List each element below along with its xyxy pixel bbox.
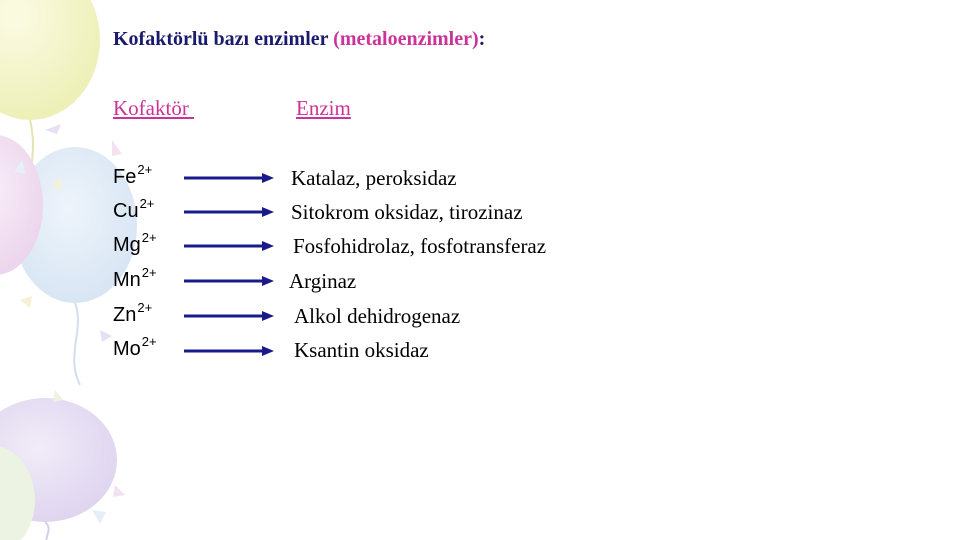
title-colon: : bbox=[478, 28, 486, 50]
ion-symbol: Cu bbox=[113, 200, 139, 222]
ion-charge: 2+ bbox=[137, 162, 153, 177]
enzyme-mg: Fosfohidrolaz, fosfotransferaz bbox=[293, 234, 547, 258]
arrow-icon bbox=[184, 310, 274, 322]
ion-charge: 2+ bbox=[141, 334, 157, 349]
ion-symbol: Fe bbox=[113, 166, 137, 188]
arrow-icon bbox=[184, 206, 274, 218]
ion-charge: 2+ bbox=[139, 196, 155, 211]
ion-charge: 2+ bbox=[137, 300, 153, 315]
cofactor-mo bbox=[113, 334, 157, 361]
cofactor-zn bbox=[113, 300, 153, 327]
cofactor-fe bbox=[113, 162, 153, 189]
cofactor-mg bbox=[113, 230, 157, 257]
ion-symbol: Mo bbox=[113, 338, 141, 360]
enzyme-mo: Ksantin oksidaz bbox=[294, 338, 429, 362]
header-enzyme: Enzim bbox=[296, 96, 351, 120]
header-cofactor: Kofaktör bbox=[113, 96, 195, 120]
enzyme-fe: Katalaz, peroksidaz bbox=[291, 166, 457, 190]
ion-charge: 2+ bbox=[141, 230, 157, 245]
enzyme-zn: Alkol dehidrogenaz bbox=[294, 304, 461, 328]
arrow-icon bbox=[184, 240, 274, 252]
ion-symbol: Zn bbox=[113, 304, 137, 326]
ion-charge: 2+ bbox=[141, 265, 157, 280]
title-paren: (metaloenzimler) bbox=[333, 28, 479, 50]
slide-title bbox=[113, 28, 485, 51]
arrow-icon bbox=[184, 345, 274, 357]
cofactor-cu bbox=[113, 196, 155, 223]
enzyme-cu: Sitokrom oksidaz, tirozinaz bbox=[291, 200, 523, 224]
ion-symbol: Mg bbox=[113, 234, 141, 256]
enzyme-mn: Arginaz bbox=[289, 269, 357, 293]
arrow-icon bbox=[184, 172, 274, 184]
arrow-icon bbox=[184, 275, 274, 287]
ion-symbol: Mn bbox=[113, 269, 141, 291]
cofactor-mn bbox=[113, 265, 157, 292]
title-main: Kofaktörlü bazı enzimler bbox=[113, 28, 334, 50]
